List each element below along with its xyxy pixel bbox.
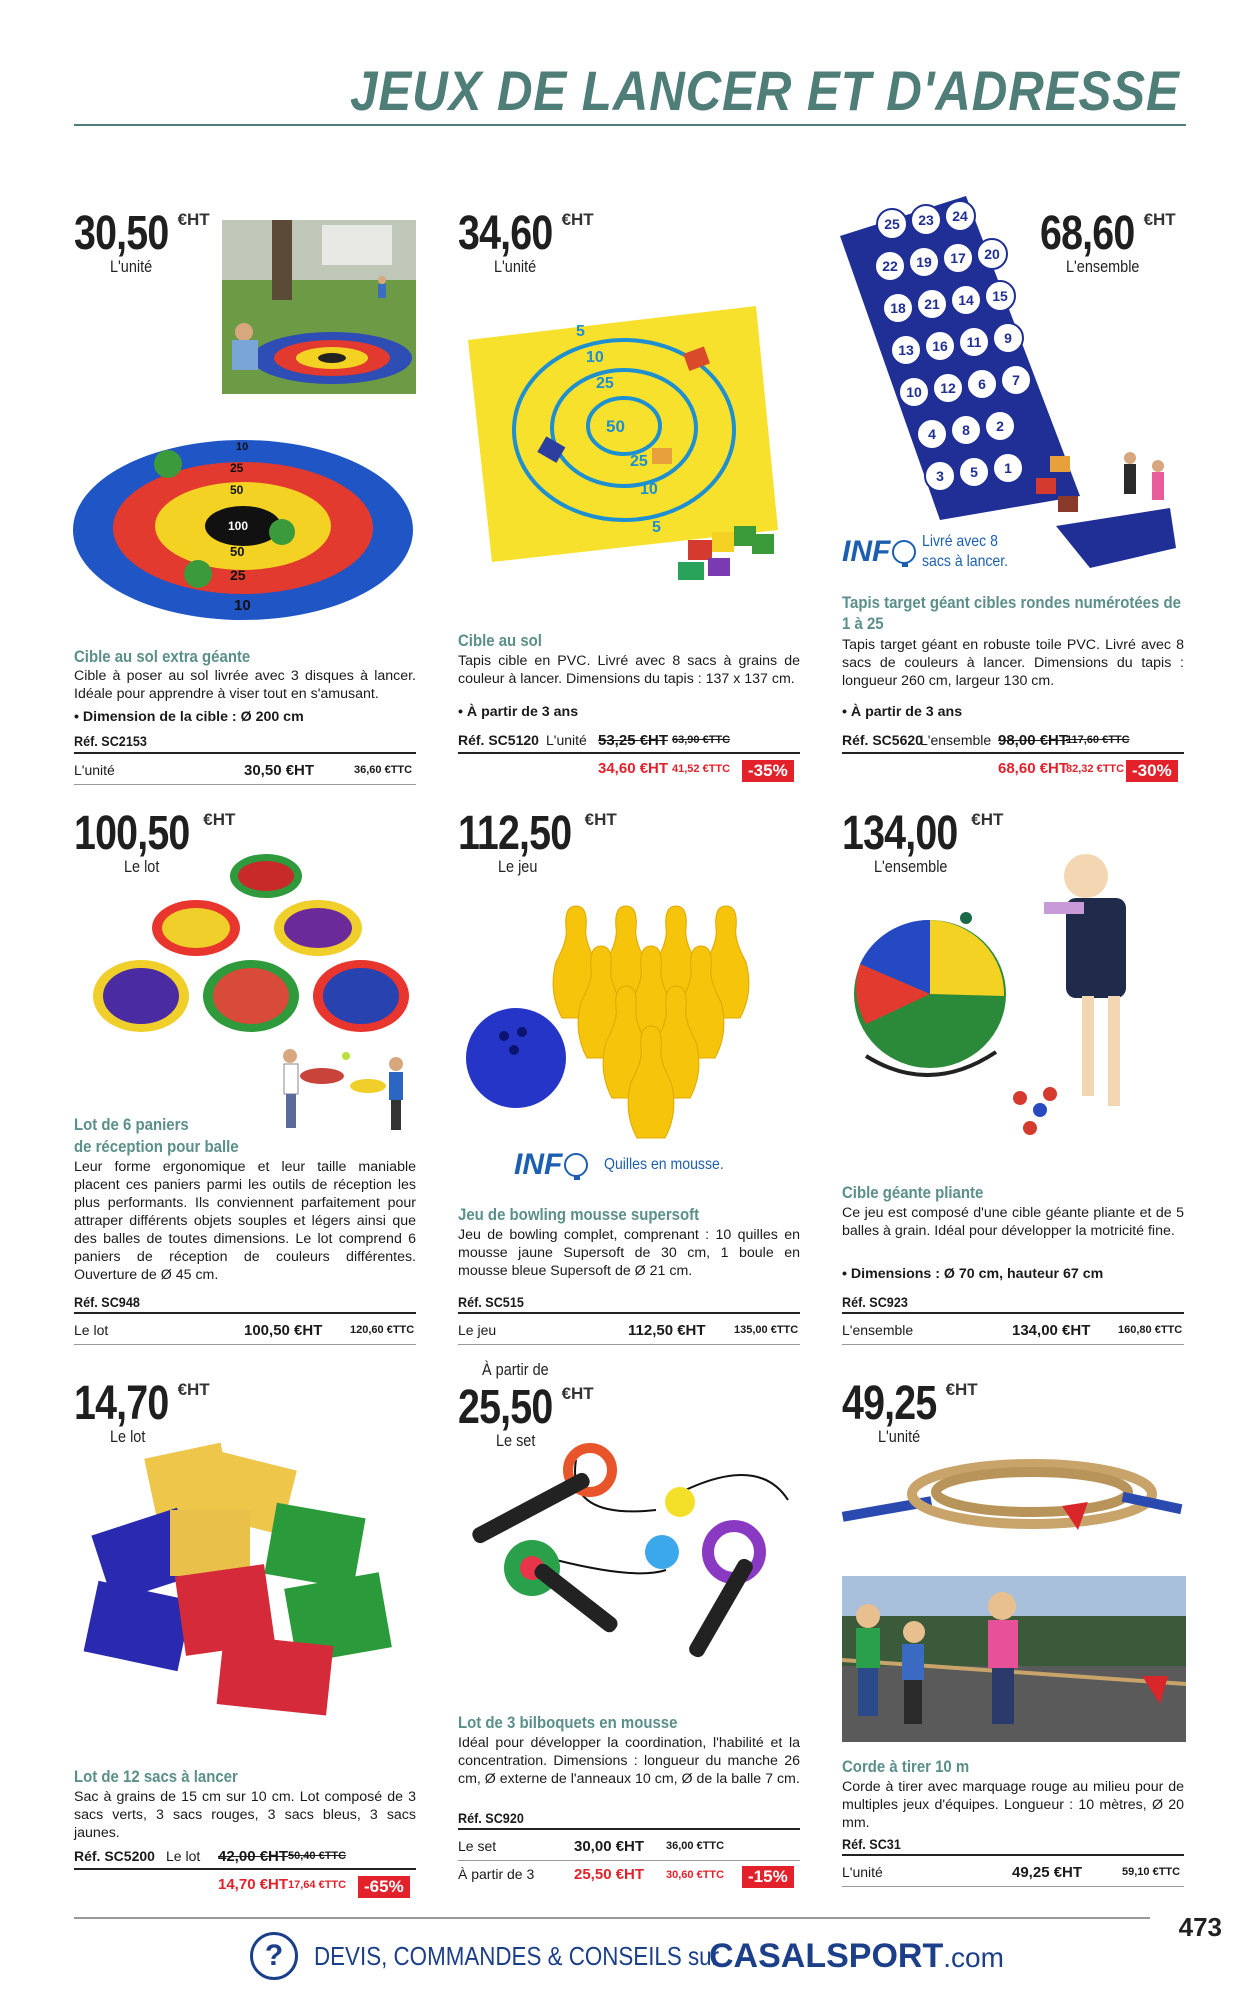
target-label: 25 bbox=[230, 461, 244, 475]
mat-label: 50 bbox=[606, 417, 625, 436]
row-price-ttc: 30,60 €TTC bbox=[666, 1869, 725, 1881]
photo-coiled-rope bbox=[842, 1444, 1186, 1540]
ref-divider bbox=[458, 752, 800, 754]
row-label: Le set bbox=[458, 1838, 497, 1854]
number-label: 9 bbox=[1004, 330, 1012, 346]
price-currency: €HT bbox=[177, 1380, 210, 1399]
product-title: Lot de 3 bilboquets en mousse bbox=[458, 1713, 678, 1732]
price-currency: €HT bbox=[561, 210, 594, 229]
old-price-ht: 42,00 €HT bbox=[218, 1848, 289, 1865]
info-logo: INF bbox=[842, 535, 891, 568]
row-price-ht: 30,00 €HT bbox=[574, 1838, 645, 1855]
target-label: 50 bbox=[230, 483, 244, 497]
row-price-ttc: 120,60 €TTC bbox=[350, 1324, 415, 1336]
number-label: 11 bbox=[966, 334, 982, 350]
product-description: Tapis target géant en robuste toile PVC. Livré avec 8 sacs de couleurs à lancer. Dimensions du tapis : longueur 260 cm, largeur 130 cm. bbox=[842, 637, 1184, 689]
ref-divider bbox=[458, 1828, 800, 1830]
mat-label: 25 bbox=[596, 375, 614, 392]
row-price-ht: 134,00 €HT bbox=[1012, 1322, 1091, 1339]
photo-tug-of-war bbox=[842, 1576, 1186, 1742]
price-row-set bbox=[458, 1838, 800, 1858]
number-label: 14 bbox=[958, 292, 974, 308]
row-price-ttc: 59,10 €TTC bbox=[1122, 1866, 1181, 1878]
row-price-ht: 49,25 €HT bbox=[1012, 1864, 1083, 1881]
info-note bbox=[842, 532, 1032, 572]
price-unit: L'ensemble bbox=[874, 857, 948, 876]
price-value: 34,60 bbox=[458, 207, 553, 260]
number-label: 2 bbox=[996, 418, 1004, 434]
old-price-ttc: 50,40 €TTC bbox=[288, 1850, 347, 1862]
price-unit: L'unité bbox=[494, 257, 537, 276]
page-number: 473 bbox=[1178, 1912, 1222, 1942]
number-label: 19 bbox=[916, 254, 932, 270]
product-title: Cible géante pliante bbox=[842, 1183, 984, 1202]
price-block bbox=[842, 1376, 978, 1447]
number-label: 17 bbox=[950, 250, 966, 266]
price-row-old bbox=[842, 732, 1184, 752]
row-price-ttc: 36,00 €TTC bbox=[666, 1840, 725, 1852]
price-row-old bbox=[74, 1848, 416, 1868]
product-title: Cible au sol extra géante bbox=[74, 647, 251, 666]
target-label: 50 bbox=[230, 544, 245, 559]
row-price-ht: 100,50 €HT bbox=[244, 1322, 323, 1339]
row-label: L'unité bbox=[842, 1864, 883, 1880]
price-value: 30,50 bbox=[74, 207, 169, 260]
row-price-ttc: 135,00 €TTC bbox=[734, 1324, 799, 1336]
product-title: Corde à tirer 10 m bbox=[842, 1757, 970, 1776]
price-unit: Le lot bbox=[124, 857, 160, 876]
ref-divider bbox=[842, 1312, 1184, 1314]
photo-bean-bags bbox=[70, 1430, 416, 1720]
row-divider bbox=[842, 1344, 1184, 1345]
price-unit: Le jeu bbox=[498, 857, 538, 876]
old-price-ht: 53,25 €HT bbox=[598, 732, 669, 749]
number-label: 20 bbox=[984, 246, 1000, 262]
product-reference: Réf. SC31 bbox=[842, 1836, 901, 1852]
number-label: 8 bbox=[962, 422, 970, 438]
product-reference: Réf. SC923 bbox=[842, 1294, 908, 1310]
brand-tld: .com bbox=[943, 1941, 1004, 1973]
row-label: L'ensemble bbox=[920, 732, 992, 748]
product-title-line1: Lot de 6 paniers bbox=[74, 1115, 189, 1134]
price-value: 100,50 bbox=[74, 807, 190, 860]
new-price-ttc: 41,52 €TTC bbox=[672, 763, 731, 775]
number-label: 13 bbox=[898, 342, 914, 358]
number-label: 24 bbox=[952, 208, 968, 224]
row-price-ht: 30,50 €HT bbox=[244, 762, 315, 779]
row-label: Le jeu bbox=[458, 1322, 497, 1338]
row-label: Le lot bbox=[166, 1848, 201, 1864]
price-unit: L'unité bbox=[878, 1427, 921, 1446]
row-divider bbox=[74, 784, 416, 785]
product-description: Corde à tirer avec marquage rouge au milieu pour de multiples jeux d'équipes. Longueur : 10 mètres, Ø 20 mm. bbox=[842, 1779, 1184, 1831]
price-currency: €HT bbox=[945, 1380, 978, 1399]
number-label: 7 bbox=[1012, 372, 1020, 388]
photo-children-playing bbox=[222, 220, 416, 394]
product-reference: Réf. SC920 bbox=[458, 1810, 524, 1826]
target-label: 100 bbox=[228, 519, 249, 533]
row-label: L'unité bbox=[546, 732, 587, 748]
row-price-ht: 112,50 €HT bbox=[628, 1322, 706, 1339]
product-dimension: • Dimensions : Ø 70 cm, hauteur 67 cm bbox=[842, 1266, 1104, 1282]
product-age: • À partir de 3 ans bbox=[458, 704, 579, 720]
price-currency: €HT bbox=[971, 810, 1004, 829]
price-block bbox=[74, 206, 210, 277]
photo-catching-baskets bbox=[86, 846, 416, 1146]
price-value: 134,00 bbox=[842, 807, 958, 860]
mat-label: 25 bbox=[630, 453, 648, 470]
target-label: 25 bbox=[230, 567, 246, 583]
number-label: 12 bbox=[940, 380, 956, 396]
row-label: À partir de 3 bbox=[458, 1866, 535, 1882]
discount-badge: -35% bbox=[742, 760, 794, 782]
ref-divider bbox=[74, 752, 416, 754]
old-price-ttc: 117,60 €TTC bbox=[1066, 734, 1130, 746]
price-currency: €HT bbox=[177, 210, 210, 229]
row-divider bbox=[842, 1886, 1184, 1887]
info-note bbox=[514, 1148, 740, 1182]
row-price-ttc: 36,60 €TTC bbox=[354, 764, 413, 776]
product-reference: Réf. SC5620 bbox=[842, 732, 923, 748]
product-reference: Réf. SC5200 bbox=[74, 1848, 155, 1864]
row-price-ttc: 160,80 €TTC bbox=[1118, 1324, 1183, 1336]
footer-banner[interactable] bbox=[250, 1932, 1004, 1980]
row-label: L'ensemble bbox=[842, 1322, 914, 1338]
price-value: 49,25 bbox=[842, 1377, 937, 1430]
price-value: 68,60 bbox=[1040, 207, 1135, 260]
photo-foam-bowling bbox=[456, 886, 796, 1146]
old-price-ttc: 63,90 €TTC bbox=[672, 734, 731, 746]
price-currency: €HT bbox=[584, 810, 617, 829]
product-title: Tapis target géant cibles rondes numérotées de 1 à 25 bbox=[842, 593, 1181, 633]
product-reference: Réf. SC5120 bbox=[458, 732, 539, 748]
number-label: 16 bbox=[932, 338, 948, 354]
discount-badge: -65% bbox=[358, 1876, 410, 1898]
mat-label: 10 bbox=[586, 349, 604, 366]
page-title: JEUX DE LANCER ET D'ADRESSE bbox=[350, 59, 1180, 122]
ref-divider bbox=[842, 752, 1184, 754]
number-label: 10 bbox=[906, 384, 922, 400]
mat-label: 10 bbox=[640, 481, 658, 498]
row-divider bbox=[458, 1860, 800, 1861]
price-unit: Le set bbox=[496, 1431, 536, 1450]
new-price-ht: 14,70 €HT bbox=[218, 1876, 289, 1893]
price-prefix: À partir de bbox=[482, 1360, 549, 1379]
footer-divider bbox=[74, 1917, 1150, 1919]
number-label: 4 bbox=[928, 426, 936, 442]
product-title: Cible au sol bbox=[458, 631, 542, 650]
price-row bbox=[842, 1864, 1184, 1884]
number-label: 23 bbox=[918, 212, 934, 228]
ref-divider bbox=[74, 1312, 416, 1314]
product-description: Tapis cible en PVC. Livré avec 8 sacs à grains de couleur à lancer. Dimensions du tapis : 137 x 137 cm. bbox=[458, 653, 800, 687]
photo-folding-target bbox=[846, 846, 1186, 1166]
number-label: 1 bbox=[1004, 460, 1012, 476]
footer-brand-link[interactable] bbox=[709, 1937, 1004, 1976]
number-label: 5 bbox=[970, 464, 978, 480]
old-price-ht: 98,00 €HT bbox=[998, 732, 1069, 749]
price-unit: L'ensemble bbox=[1066, 257, 1140, 276]
price-row-new bbox=[458, 760, 800, 782]
brand-name: CASALSPORT bbox=[708, 1936, 944, 1975]
ref-divider bbox=[74, 1868, 416, 1870]
lightbulb-icon bbox=[892, 540, 916, 564]
row-label: L'unité bbox=[74, 762, 115, 778]
product-description: Ce jeu est composé d'une cible géante pliante et de 5 balles à grain. Idéal pour développer la motricité fine. bbox=[842, 1205, 1184, 1239]
product-description: Cible à poser au sol livrée avec 3 disques à lancer. Idéale pour apprendre à viser tout en s'amusant. bbox=[74, 668, 416, 702]
price-row bbox=[74, 1322, 416, 1342]
number-label: 22 bbox=[882, 258, 898, 274]
discount-badge: -15% bbox=[742, 1866, 794, 1888]
product-description: Idéal pour développer la coordination, l'habilité et la concentration. Dimensions : longueur du manche 26 cm, Ø externe de l'anneaux 10 cm, Ø de la balle 7 cm. bbox=[458, 1735, 800, 1787]
price-block bbox=[1040, 206, 1176, 277]
row-divider bbox=[458, 1344, 800, 1345]
number-label: 15 bbox=[992, 288, 1008, 304]
product-title-line2: de réception pour balle bbox=[74, 1137, 239, 1156]
price-row-volume bbox=[458, 1866, 800, 1888]
price-value: 14,70 bbox=[74, 1377, 169, 1430]
product-reference: Réf. SC515 bbox=[458, 1294, 524, 1310]
product-description: Leur forme ergonomique et leur taille maniable placent ces paniers parmi les outils de réception les plus performants. Ils conviennent parfaitement pour attraper différents objets souples et légers ainsi que des balles de toutes dimensions. Le lot comprend 6 paniers de réception de couleurs différentes. Ouverture de Ø 45 cm. bbox=[74, 1159, 416, 1283]
row-price-ht: 25,50 €HT bbox=[574, 1866, 645, 1883]
product-description: Jeu de bowling complet, comprenant : 10 quilles en mousse jaune Supersoft de 30 cm, 1 boule en mousse bleue Supersoft de Ø 21 cm. bbox=[458, 1227, 800, 1279]
price-block bbox=[458, 806, 617, 877]
new-price-ttc: 17,64 €TTC bbox=[288, 1879, 347, 1891]
price-unit: Le lot bbox=[110, 1427, 146, 1446]
product-title: Lot de 12 sacs à lancer bbox=[74, 1767, 238, 1786]
price-row-old bbox=[458, 732, 800, 752]
price-value: 25,50 bbox=[458, 1381, 553, 1434]
ref-divider bbox=[842, 1854, 1184, 1856]
row-divider bbox=[74, 1344, 416, 1345]
product-age: • À partir de 3 ans bbox=[842, 704, 963, 720]
ref-divider bbox=[458, 1312, 800, 1314]
product-title: Jeu de bowling mousse supersoft bbox=[458, 1205, 700, 1224]
price-currency: €HT bbox=[561, 1384, 594, 1403]
info-text: Quilles en mousse. bbox=[604, 1156, 725, 1173]
target-label: 10 bbox=[236, 441, 249, 453]
price-row-new bbox=[74, 1876, 416, 1898]
photo-pvc-target-mat bbox=[456, 300, 796, 590]
product-dimension: • Dimension de la cible : Ø 200 cm bbox=[74, 709, 304, 725]
price-unit: L'unité bbox=[110, 257, 153, 276]
photo-foam-cup-and-ball bbox=[456, 1440, 796, 1706]
mat-label: 5 bbox=[652, 519, 661, 536]
footer-text: DEVIS, COMMANDES & CONSEILS sur bbox=[314, 1940, 720, 1971]
chat-help-icon: ? bbox=[250, 1932, 298, 1980]
price-block bbox=[458, 1360, 594, 1451]
number-label: 3 bbox=[936, 468, 944, 484]
info-text: Livré avec 8 sacs à lancer. bbox=[922, 533, 1009, 570]
discount-badge: -30% bbox=[1126, 760, 1178, 782]
number-label: 25 bbox=[884, 216, 900, 232]
info-logo: INF bbox=[514, 1148, 563, 1181]
mat-label: 5 bbox=[576, 323, 585, 340]
price-value: 112,50 bbox=[458, 807, 572, 860]
price-block bbox=[458, 206, 594, 277]
row-label: Le lot bbox=[74, 1322, 109, 1338]
price-currency: €HT bbox=[1143, 210, 1176, 229]
product-description: Sac à grains de 15 cm sur 10 cm. Lot composé de 3 sacs verts, 3 sacs rouges, 3 sacs bleus, 3 sacs jaunes. bbox=[74, 1789, 416, 1841]
product-reference: Réf. SC948 bbox=[74, 1294, 140, 1310]
number-label: 18 bbox=[890, 300, 906, 316]
price-row bbox=[842, 1322, 1184, 1342]
lightbulb-icon bbox=[564, 1153, 588, 1177]
price-currency: €HT bbox=[203, 810, 236, 829]
new-price-ht: 68,60 €HT bbox=[998, 760, 1069, 777]
price-row bbox=[458, 1322, 800, 1342]
number-label: 21 bbox=[924, 296, 940, 312]
number-label: 6 bbox=[978, 376, 986, 392]
price-row-new bbox=[842, 760, 1184, 782]
new-price-ht: 34,60 €HT bbox=[598, 760, 669, 777]
title-divider bbox=[74, 124, 1186, 126]
new-price-ttc: 82,32 €TTC bbox=[1066, 763, 1125, 775]
price-row bbox=[74, 762, 416, 782]
photo-target-mat bbox=[70, 434, 416, 626]
product-reference: Réf. SC2153 bbox=[74, 733, 147, 749]
target-label: 10 bbox=[234, 597, 251, 614]
